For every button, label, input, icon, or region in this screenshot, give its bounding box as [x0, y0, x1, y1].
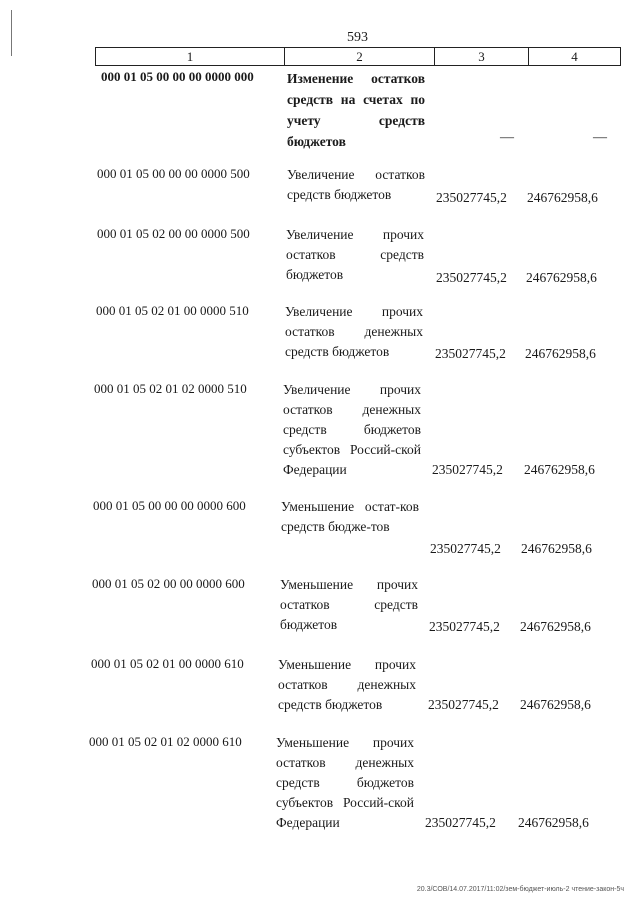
- budget-code: 000 01 05 02 01 02 0000 510: [94, 381, 247, 396]
- value-col-4: 246762958,6: [526, 270, 597, 285]
- row-description: Увеличение прочих остатков средств бюджетов: [286, 227, 424, 282]
- value-col-3: 235027745,2: [435, 346, 506, 361]
- value-col-4: 246762958,6: [524, 462, 595, 477]
- value-col-3: 235027745,2: [436, 190, 507, 205]
- row-description: Уменьшение остат-ков средств бюдже-тов: [281, 499, 419, 534]
- value-col-3: 235027745,2: [425, 815, 496, 830]
- budget-code: 000 01 05 02 00 00 0000 600: [92, 576, 245, 591]
- row-description: Уменьшение прочих остатков денежных средств бюджетов субъектов Россий-ской Федерации: [276, 735, 414, 830]
- document-footer: 20.3/СОВ/14.07.2017/11:02/зем-бюджет-июль-2 чтение-закон-5ч: [416, 886, 624, 893]
- value-col-3: 235027745,2: [432, 462, 503, 477]
- value-col-4: 246762958,6: [520, 619, 591, 634]
- value-col-3: 235027745,2: [428, 697, 499, 712]
- page-number: 593: [347, 30, 368, 45]
- budget-code: 000 01 05 02 01 00 0000 510: [96, 303, 249, 318]
- value-col-4: 246762958,6: [521, 541, 592, 556]
- value-col-4: 246762958,6: [520, 697, 591, 712]
- budget-code: 000 01 05 00 00 00 0000 000: [101, 69, 254, 84]
- budget-code: 000 01 05 02 01 00 0000 610: [91, 656, 244, 671]
- budget-code: 000 01 05 00 00 00 0000 500: [97, 166, 250, 181]
- budget-code: 000 01 05 00 00 00 0000 600: [93, 498, 246, 513]
- value-col-4: 246762958,6: [525, 346, 596, 361]
- row-description: Изменение остатков средств на счетах по учету средств бюджетов: [287, 71, 425, 149]
- value-col-3: —: [500, 130, 514, 145]
- row-description: Увеличение прочих остатков денежных средств бюджетов субъектов Россий-ской Федерации: [283, 382, 421, 477]
- value-col-4: 246762958,6: [527, 190, 598, 205]
- budget-code: 000 01 05 02 00 00 0000 500: [97, 226, 250, 241]
- row-description: Увеличение прочих остатков денежных средств бюджетов: [285, 304, 423, 359]
- row-description: Уменьшение прочих остатков средств бюджетов: [280, 577, 418, 632]
- value-col-4: —: [593, 130, 607, 145]
- value-col-3: 235027745,2: [429, 619, 500, 634]
- row-description: Увеличение остатков средств бюджетов: [287, 167, 425, 202]
- value-col-3: 235027745,2: [430, 541, 501, 556]
- value-col-4: 246762958,6: [518, 815, 589, 830]
- table-header: [95, 47, 621, 66]
- header-col-4: 4: [528, 48, 620, 65]
- value-col-3: 235027745,2: [436, 270, 507, 285]
- header-col-3: 3: [434, 48, 528, 65]
- budget-code: 000 01 05 02 01 02 0000 610: [89, 734, 242, 749]
- header-col-2: 2: [284, 48, 434, 65]
- row-description: Уменьшение прочих остатков денежных средств бюджетов: [278, 657, 416, 712]
- header-col-1: 1: [186, 49, 194, 64]
